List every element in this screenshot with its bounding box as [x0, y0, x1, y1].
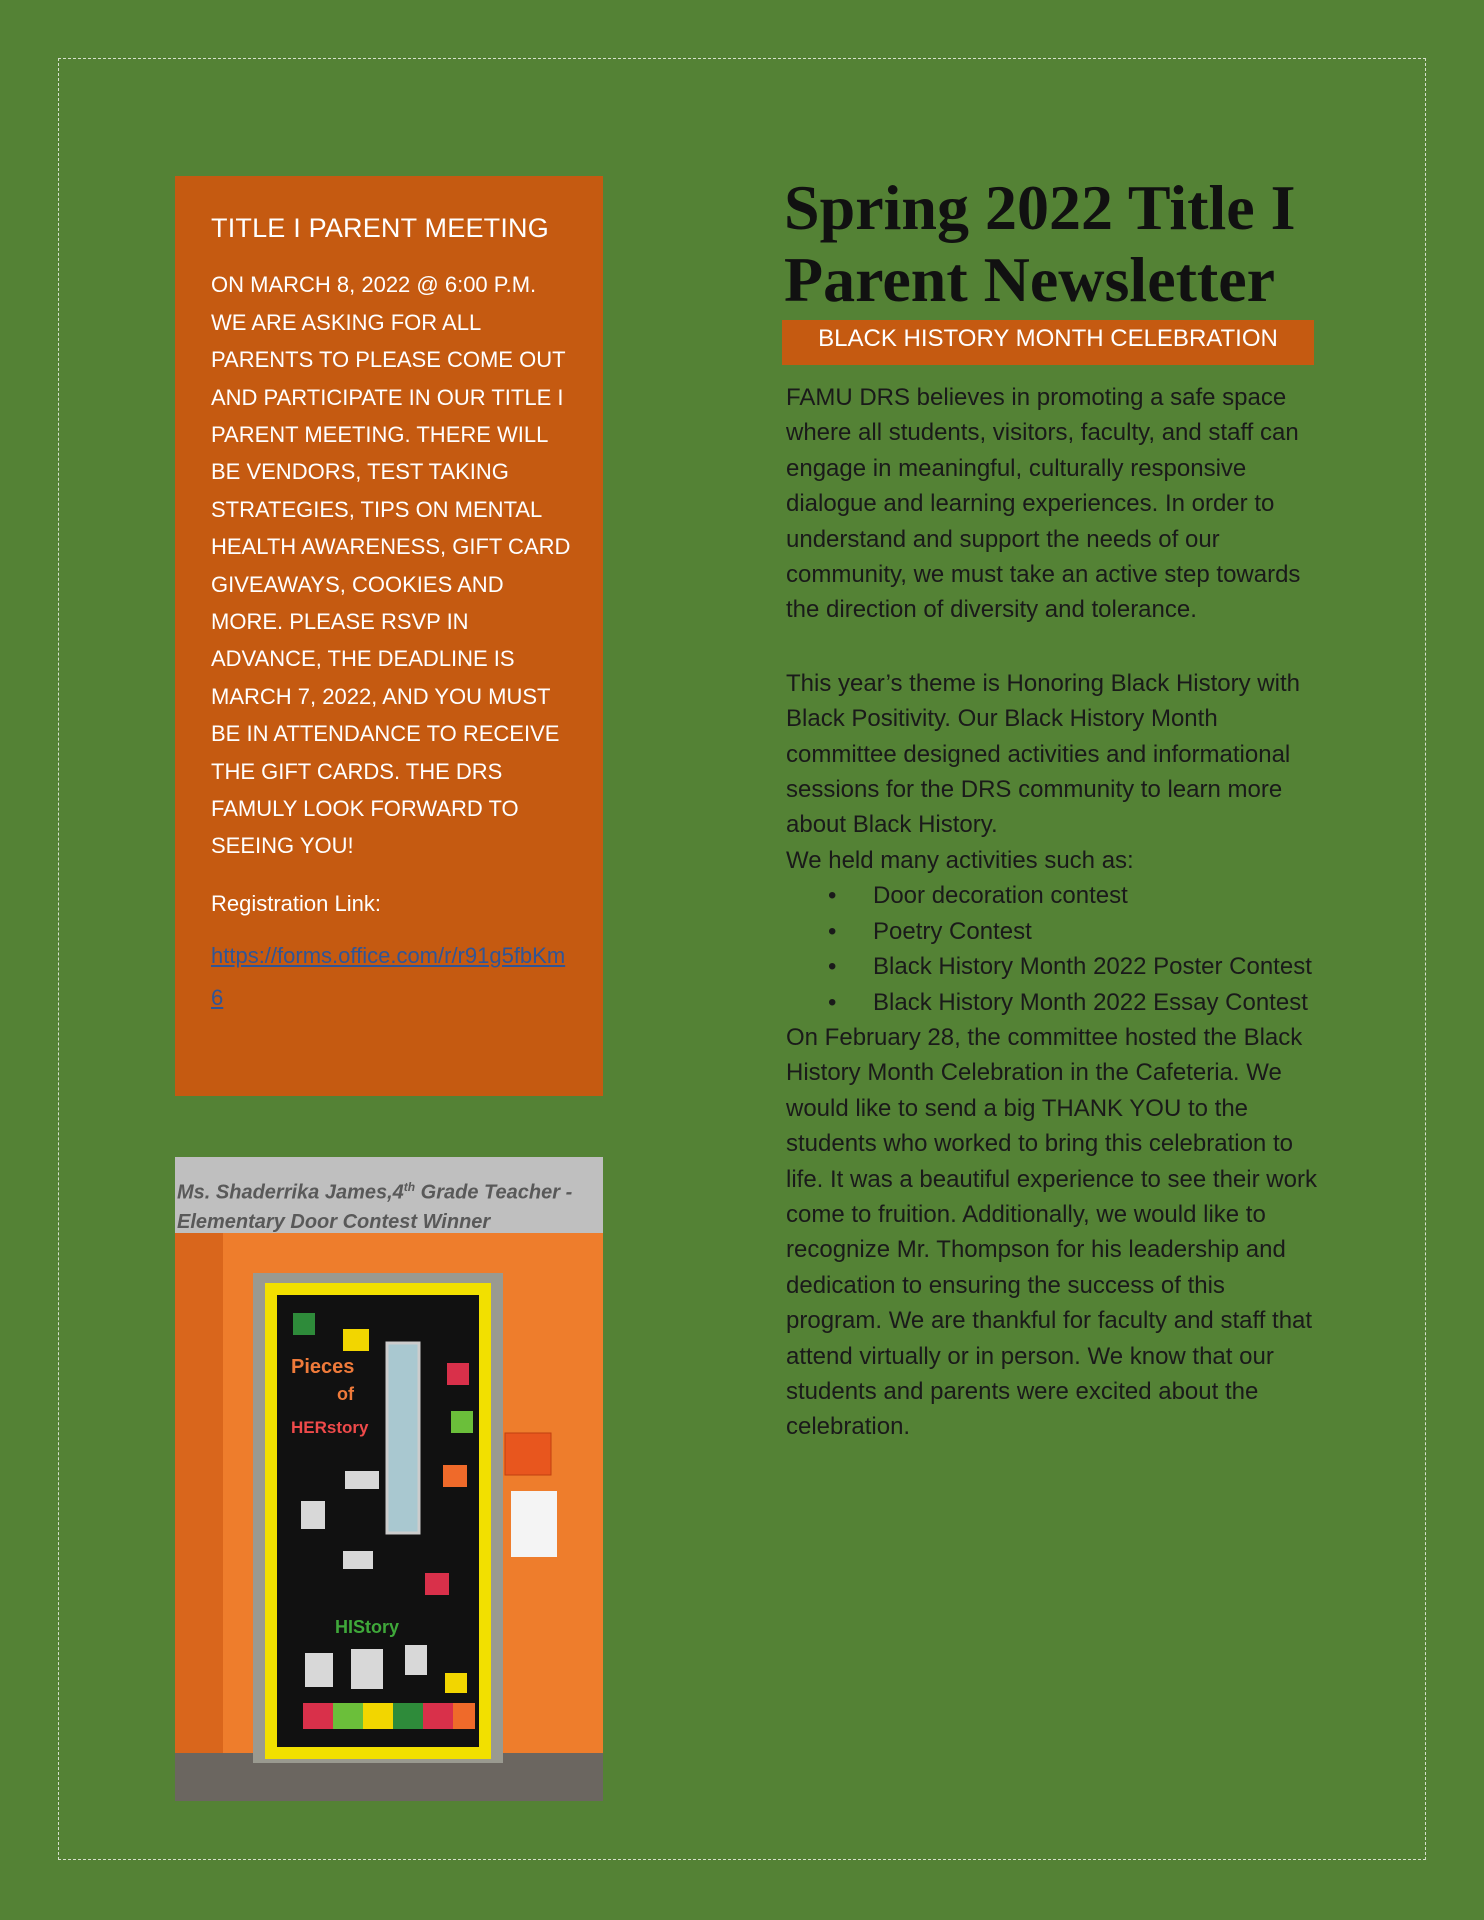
article-paragraph-4: On February 28, the committee hosted the Black History Month Celebration in the Cafeteria. We would like to send a big THANK YOU to the students who worked to bring this celebration to life. It was a beautiful experience to see their work come to fruition. Additionally, we would like to recognize Mr. Thompson for his leadership and dedication to ensuring the success of this program. We are thankful for faculty and staff that attend virtually or in person. We know that our students and parents were excited about the celebration.: [786, 1023, 1317, 1441]
caption-sup: th: [403, 1180, 416, 1194]
article-body: [786, 380, 1326, 1445]
list-item: • Poetry Contest: [873, 914, 1326, 949]
door-photo-scene: [175, 1233, 603, 1801]
section-heading: BLACK HISTORY MONTH CELEBRATION: [782, 320, 1314, 365]
caption-text-1: Ms. Shaderrika James,4: [177, 1181, 404, 1204]
registration-label: Registration Link:: [211, 890, 381, 916]
newsletter-title: Spring 2022 Title I Parent Newsletter: [784, 172, 1296, 315]
list-item: • Door decoration contest: [873, 878, 1326, 913]
door-text-herstory: HERstory: [291, 1418, 369, 1437]
photo-caption: [175, 1157, 603, 1233]
registration-link[interactable]: https://forms.office.com/r/r91g5fbKm6: [211, 942, 566, 1010]
list-item: • Black History Month 2022 Poster Contest: [873, 949, 1326, 984]
door-text-pieces: Pieces: [291, 1356, 355, 1378]
meeting-body: ON MARCH 8, 2022 @ 6:00 P.M. WE ARE ASKING FOR ALL PARENTS TO PLEASE COME OUT AND PARTICIPATE IN OUR TITLE I PARENT MEETING. THERE WILL BE VENDORS, TEST TAKING STRATEGIES, TIPS ON MENTAL HEALTH AWARENESS, GIFT CARD GIVEAWAYS, COOKIES AND MORE. PLEASE RSVP IN ADVANCE, THE DEADLINE IS MARCH 7, 2022, AND YOU MUST BE IN ATTENDANCE TO RECEIVE THE GIFT CARDS. THE DRS FAMULY LOOK FORWARD TO SEEING YOU!: [211, 272, 571, 859]
caption-text-2: Grade Teacher - Elementary Door Contest Winner: [177, 1181, 573, 1233]
article-paragraph-2: This year’s theme is Honoring Black History with Black Positivity. Our Black History Month committee designed activities and informational sessions for the DRS community to learn more about Black History.: [786, 669, 1300, 839]
door-text-of: of: [337, 1384, 354, 1404]
door-contest-photo: [175, 1157, 603, 1801]
meeting-title: TITLE I PARENT MEETING: [211, 213, 549, 243]
door-text-history: HIStory: [335, 1617, 400, 1637]
meeting-announcement-box: [175, 176, 603, 1096]
article-paragraph-1: FAMU DRS believes in promoting a safe space where all students, visitors, faculty, and staff can engage in meaningful, culturally responsive dialogue and learning experiences. In order to understand and support the needs of our community, we must take an active step towards the direction of diversity and tolerance.: [786, 384, 1301, 624]
activities-list: [786, 878, 1326, 1020]
list-item: • Black History Month 2022 Essay Contest: [873, 985, 1326, 1020]
article-paragraph-3: We held many activities such as:: [786, 846, 1134, 874]
